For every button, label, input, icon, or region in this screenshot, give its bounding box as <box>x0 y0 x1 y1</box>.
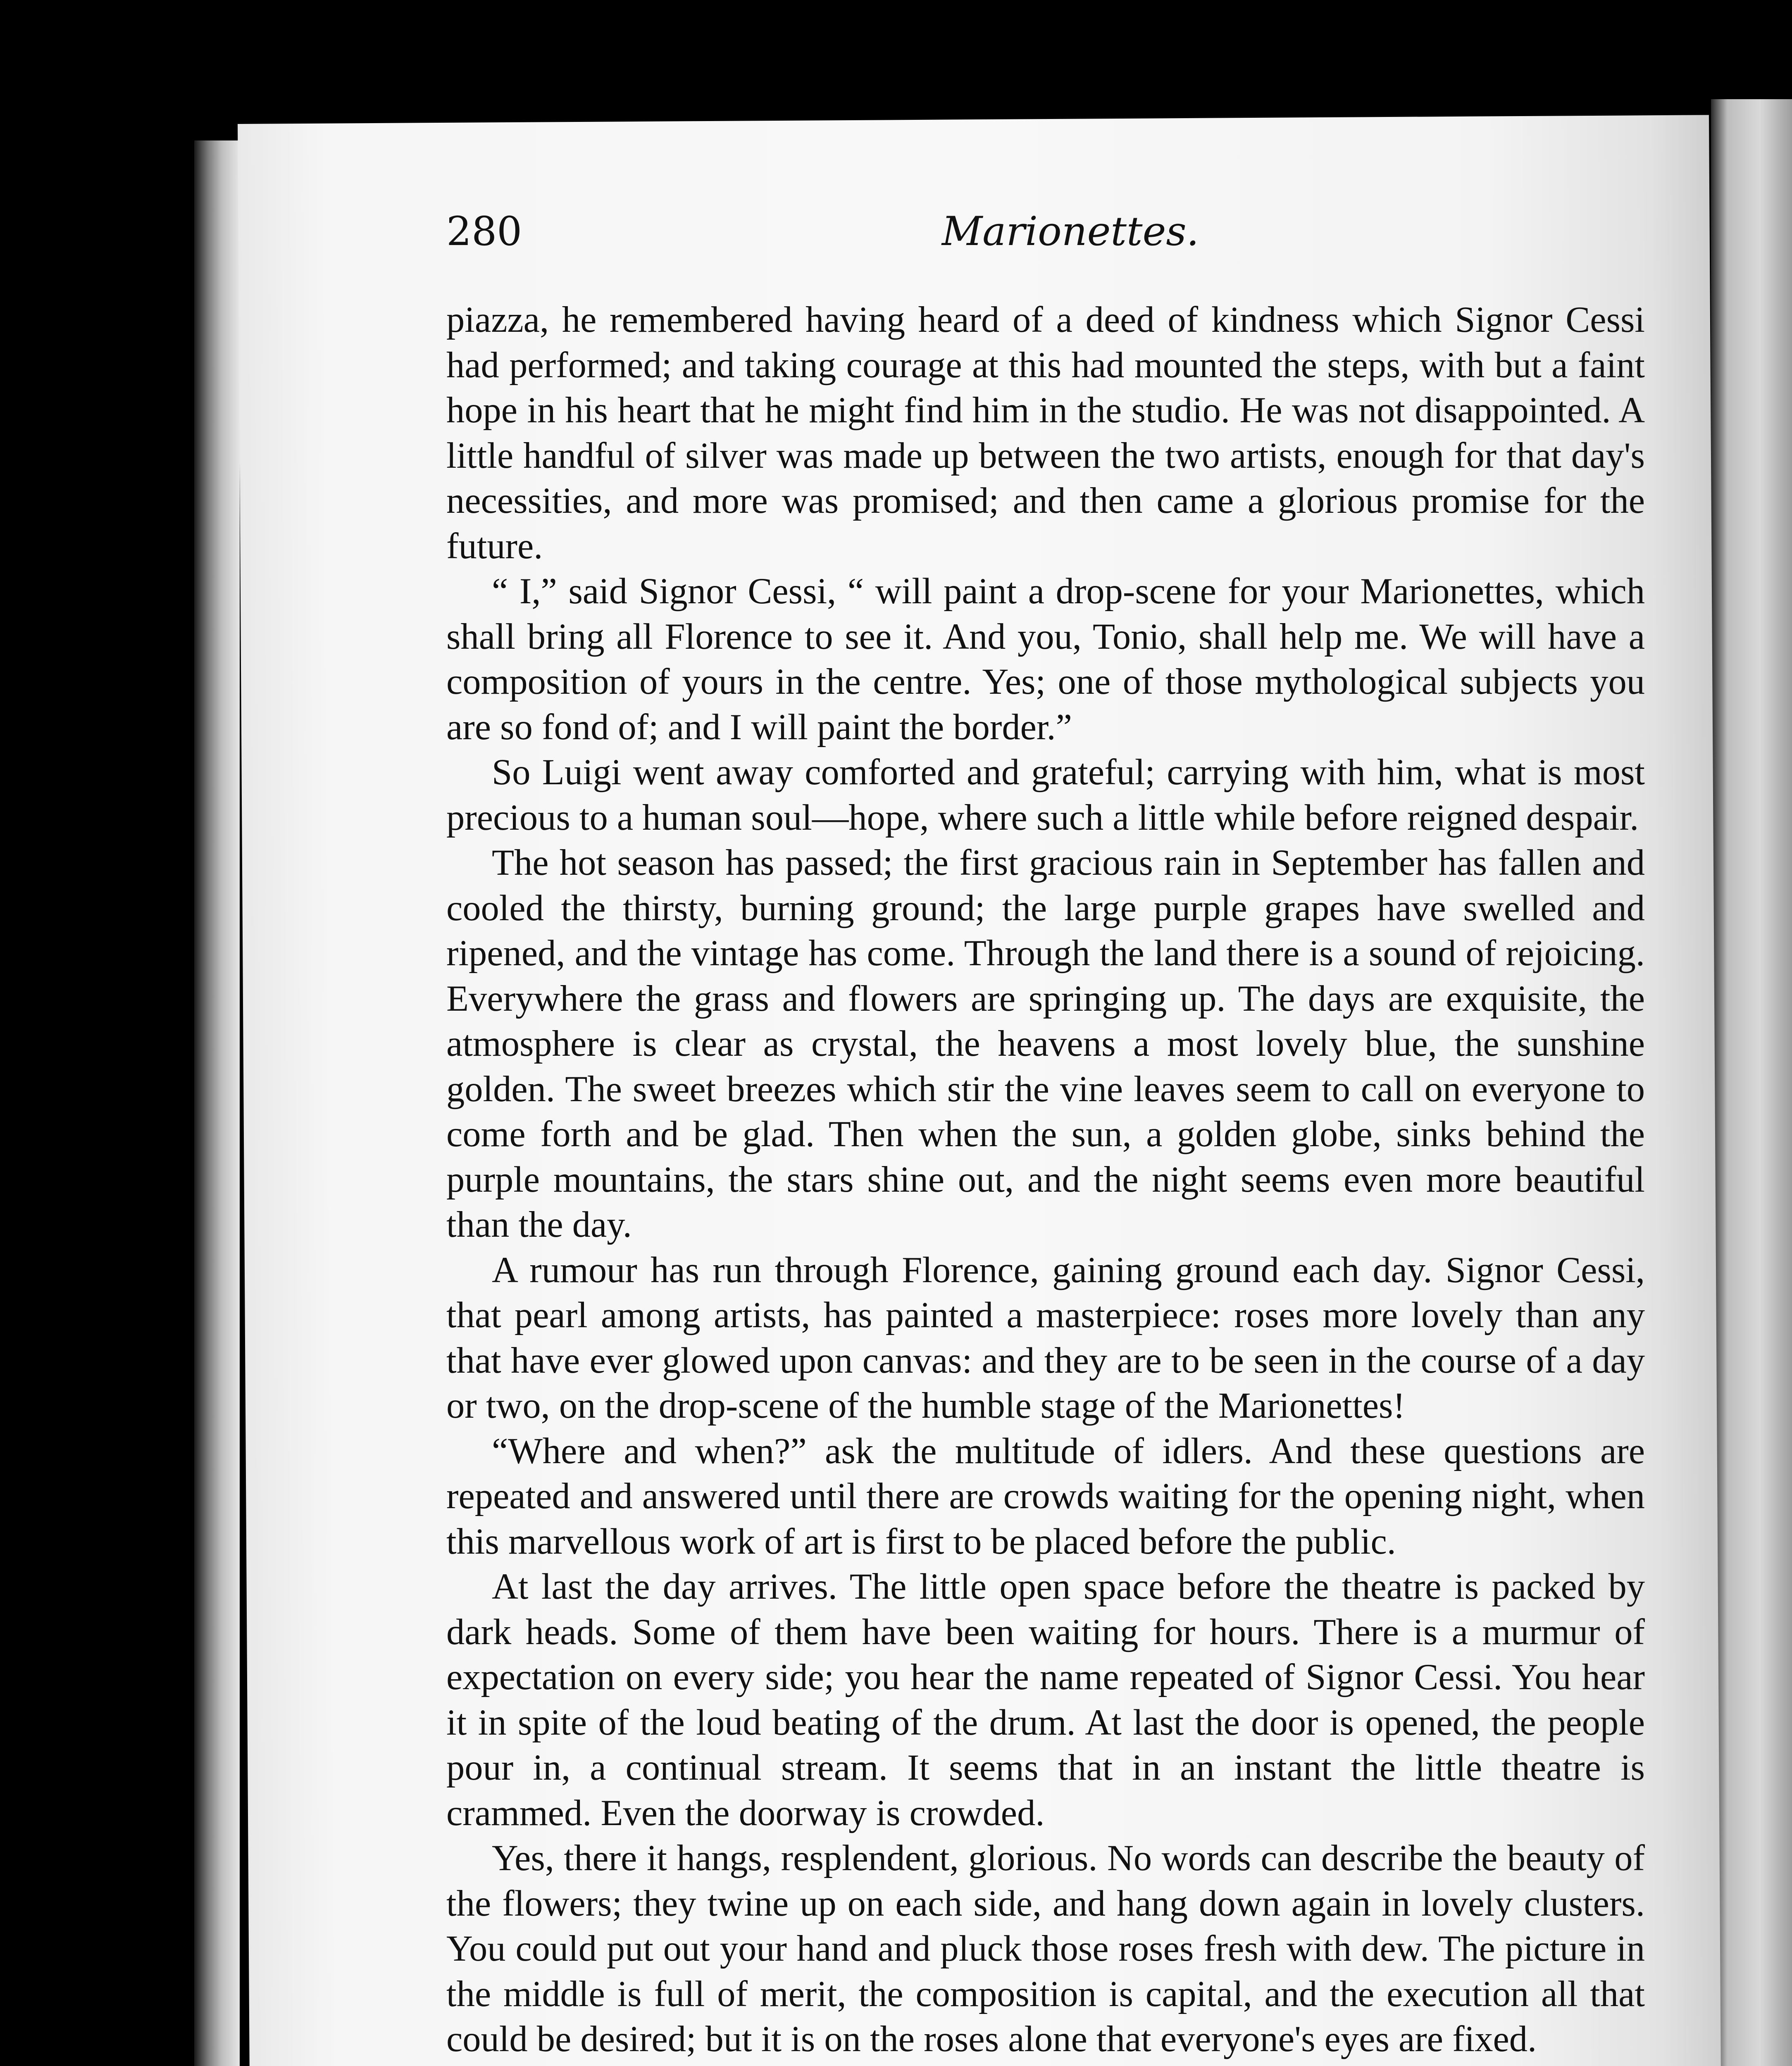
next-page-edge <box>1711 99 1792 2066</box>
body-text <box>446 298 1645 2062</box>
paragraph: “ I,” said Signor Cessi, “ will paint a drop-scene for your Marionettes, which shall bring all Florence to see it. And you, Tonio, shall help me. We will have a composition of yours in the centre. Yes; one of those mythological subjects you are so fond of; and I will paint the border.” <box>446 571 1645 747</box>
running-title: Marionettes. <box>941 208 1199 255</box>
paragraph: Yes, there it hangs, resplendent, glorious. No words can describe the beauty of the flowers; they twine up on each side, and hang down again in lovely clusters. You could put out your hand and pluck those roses fresh with dew. The picture in the middle is full of merit, the composition is capital, and the execution all that could be desired; but it is on the roses alone that everyone's eyes are fixed. <box>446 1838 1645 2059</box>
paragraph: A rumour has run through Florence, gaining ground each day. Signor Cessi, that pearl among artists, has painted a masterpiece: roses more lovely than any that have ever glowed upon canvas: and they are to be seen in the course of a day or two, on the drop-scene of the humble stage of the Marionettes! <box>446 1250 1645 1426</box>
page-number: 280 <box>446 208 522 255</box>
paragraph: piazza, he remembered having heard of a deed of kindness which Signor Cessi had performed; and taking courage at this had mounted the steps, with but a faint hope in his heart that he might find him in the studio. He was not disappointed. A little handful of silver was made up between the two artists, enough for that day's necessities, and more was promised; and then came a glorious promise for the future. <box>446 300 1645 566</box>
paragraph: At last the day arrives. The little open space before the theatre is packed by dark heads. Some of them have been waiting for hours. There is a murmur of expectation on every side; you hear the name repeated of Signor Cessi. You hear it in spite of the loud beating of the drum. At last the door is opened, the people pour in, a continual stream. It seems that in an instant the little theatre is crammed. Even the doorway is crowded. <box>446 1566 1645 1833</box>
paragraph: So Luigi went away comforted and grateful; carrying with him, what is most precious to a human soul—hope, where such a little while before reigned despair. <box>446 752 1645 838</box>
paragraph: The hot season has passed; the first gracious rain in September has fallen and cooled the thirsty, burning ground; the large purple grapes have swelled and ripened, and the vintage has come. Through the land there is a sound of rejoicing. Everywhere the grass and flowers are springing up. The days are exquisite, the atmosphere is clear as crystal, the heavens a most lovely blue, the sunshine golden. The sweet breezes which stir the vine leaves seem to call on everyone to come forth and be glad. Then when the sun, a golden globe, sinks behind the purple mountains, the stars shine out, and the night seems even more beautiful than the day. <box>446 843 1645 1245</box>
paragraph: “Where and when?” ask the multitude of idlers. And these questions are repeated and answered until there are crowds waiting for the opening night, when this marvellous work of art is first to be placed before the public. <box>446 1430 1645 1562</box>
book-spine-shadow <box>194 140 240 2066</box>
page-header <box>446 202 1645 260</box>
